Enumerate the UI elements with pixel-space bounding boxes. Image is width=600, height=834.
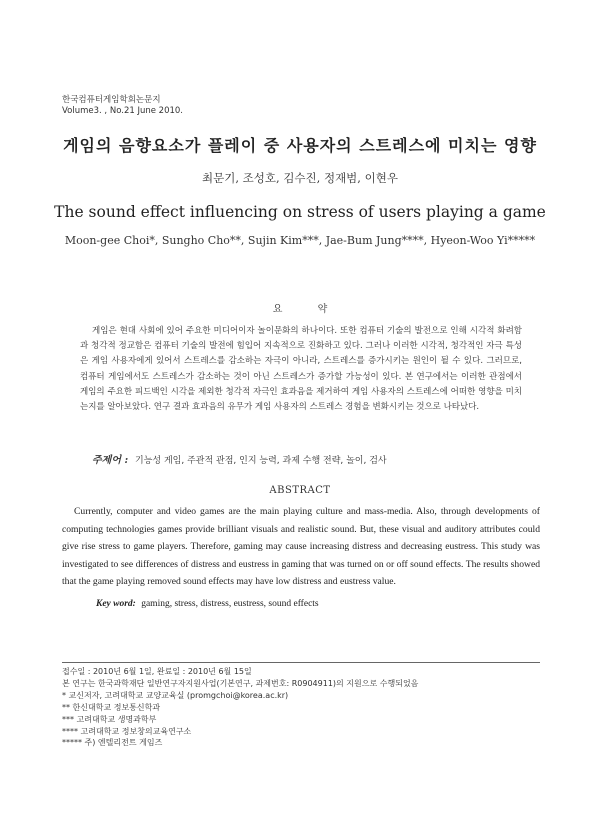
korean-keywords-text: 기능성 게임, 주관적 관점, 인지 능력, 과제 수행 전략, 놀이, 검사 — [135, 456, 387, 466]
english-keywords — [96, 599, 319, 609]
english-keywords-label: Key word: — [96, 599, 136, 609]
english-title: The sound effect influencing on stress of users playing a game — [54, 203, 546, 221]
footnote-author-2: ** 한신대학교 정보통신학과 — [62, 702, 161, 712]
english-keywords-text: gaming, stress, distress, eustress, sound effects — [141, 599, 319, 609]
korean-keywords-label: 주제어 : — [92, 455, 129, 466]
journal-header — [62, 95, 183, 117]
footnote-divider — [62, 662, 540, 663]
footnotes — [62, 666, 418, 749]
footnote-author-4: **** 고려대학교 정보창의교육연구소 — [62, 726, 192, 736]
korean-abstract-body: 게임은 현대 사회에 있어 주요한 미디어이자 놀이문화의 하나이다. 또한 컴퓨터 기술의 발전으로 인해 시각적 화려함과 청각적 정교함은 컴퓨터 기술의 발전에 힘입어 지속적으로 진화하고 있다. 그러나 이러한 시각적, 청각적인 자극 특성은 게임 사용자에게 있어서 스트레스를 감소하는 자극이 아니라, 스트레스를 증가시키는 원인이 될 수 있다. 그러므로, 컴퓨터 게임에서도 스트레스가 감소하는 것이 아닌 스트레스가 증가할 가능성이 있다. 본 연구에서는 이러한 관점에서 게임의 주요한 피드백인 시각을 제외한 청각적 자극인 효과음을 제거하여 게임 사용자의 스트레스에 어떠한 영향을 미치는지를 알아보았다. 연구 결과 효과음의 유무가 게임 사용자의 스트레스 경험을 변화시키는 것으로 나타났다. — [80, 326, 522, 413]
footnote-author-5: ***** 주) 엔텔리전트 게임즈 — [62, 738, 163, 748]
journal-volume: Volume3. , No.21 June 2010. — [62, 106, 184, 116]
footnote-funding: 본 연구는 한국과학재단 일반연구자지원사업(기본연구, 과제번호: R0904911)의 지원으로 수행되었음 — [62, 678, 419, 688]
korean-authors: 최문기, 조성호, 김수진, 정재범, 이현우 — [202, 171, 398, 185]
korean-keywords — [92, 451, 387, 466]
korean-abstract-heading: 요 약 — [272, 304, 344, 315]
english-abstract-body: Currently, computer and video games are the main playing culture and mass-media. Also, through developments of computing technologies games provide brilliant visuals and realistic sound. But, these visual and auditory attributes could give rise stress to game players. Therefore, gaming may cause increasing distress and decreasing eustress. This study was investigated to see differences of distress and eustress in gaming that was turned on or off sound effects. The results showed that the game playing removed sound effects may have low distress and eustress value. — [62, 506, 540, 588]
korean-title: 게임의 음향요소가 플레이 중 사용자의 스트레스에 미치는 영향 — [63, 136, 537, 155]
footnote-dates: 접수일 : 2010년 6월 1일, 완료일 : 2010년 6월 15일 — [62, 667, 252, 676]
english-abstract-heading: ABSTRACT — [269, 485, 331, 496]
footnote-author-3: *** 고려대학교 생명과학부 — [62, 714, 157, 724]
journal-name: 한국컴퓨터게임학회논문지 — [62, 95, 161, 105]
english-authors: Moon-gee Choi*, Sungho Cho**, Sujin Kim***, Jae-Bum Jung****, Hyeon-Woo Yi***** — [64, 234, 536, 247]
footnote-author-1: * 교신저자, 고려대학교 교양교육실 (promgchoi@korea.ac.kr) — [62, 690, 289, 700]
